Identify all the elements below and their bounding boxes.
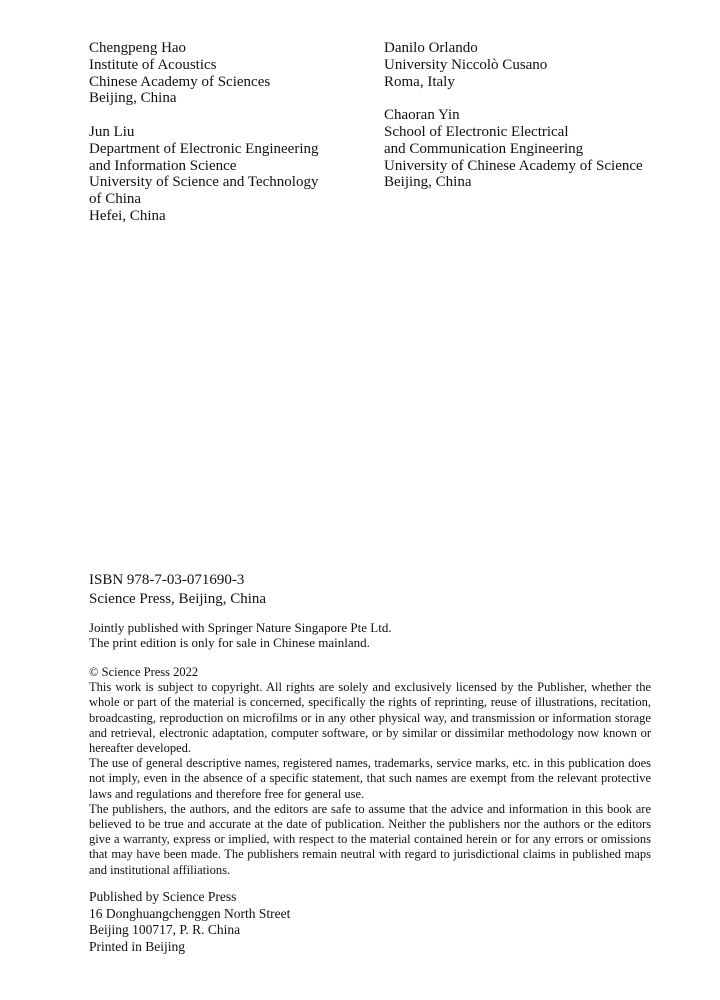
author-affiliation-line: and Information Science <box>89 157 237 174</box>
published-by-line: 16 Donghuangchenggen North Street <box>89 905 291 921</box>
author-affiliation-line: Department of Electronic Engineering <box>89 140 319 157</box>
publisher-line: Science Press, Beijing, China <box>89 591 267 607</box>
copyright-line: © Science Press 2022 <box>89 665 199 679</box>
print-edition-note: The print edition is only for sale in Chinese mainland. <box>89 635 370 650</box>
author-block <box>384 107 684 191</box>
legal-paragraph: This work is subject to copyright. All rights are solely and exclusively licensed by the Publisher, whether the whole or part of the material is concerned, specifically the rights of reprinting, reuse of illustrations, recitation, broadcasting, reproduction on microfilms or in any other physical way, and transmission or information storage and retrieval, electronic adaptation, computer software, or by similar or dissimilar methodology now known or hereafter developed. <box>89 680 651 756</box>
authors-left-column <box>89 40 379 242</box>
joint-publication-block <box>89 620 392 650</box>
author-affiliation-line: University Niccolò Cusano <box>384 56 548 73</box>
authors-right-column <box>384 40 684 208</box>
author-affiliation-line: University of Chinese Academy of Science <box>384 157 643 174</box>
legal-notice <box>89 665 651 878</box>
author-affiliation-line: Institute of Acoustics <box>89 56 217 73</box>
author-affiliation-line: and Communication Engineering <box>384 140 584 157</box>
author-affiliation-line: Chinese Academy of Sciences <box>89 73 271 90</box>
author-affiliation-line: Beijing, China <box>384 174 472 191</box>
author-block <box>384 40 684 90</box>
author-block <box>89 40 379 107</box>
author-block <box>89 124 379 225</box>
legal-paragraph: The use of general descriptive names, registered names, trademarks, service marks, etc. in this publication does not imply, even in the absence of a specific statement, that such names are exempt from the relevant protective laws and regulations and therefore free for general use. <box>89 756 651 801</box>
isbn-block <box>89 571 266 609</box>
published-by-line: Printed in Beijing <box>89 938 185 954</box>
author-affiliation-line: School of Electronic Electrical <box>384 123 569 140</box>
published-by-line: Published by Science Press <box>89 889 237 904</box>
author-affiliation-line: University of Science and Technology <box>89 174 319 191</box>
published-by-line: Beijing 100717, P. R. China <box>89 922 241 937</box>
author-name: Chaoran Yin <box>384 107 460 124</box>
author-affiliation-line: Roma, Italy <box>384 73 455 90</box>
joint-publication: Jointly published with Springer Nature Singapore Pte Ltd. <box>89 620 392 635</box>
author-name: Danilo Orlando <box>384 40 478 56</box>
author-name: Jun Liu <box>89 123 135 140</box>
author-name: Chengpeng Hao <box>89 40 187 56</box>
published-by-block <box>89 889 290 955</box>
author-affiliation-line: of China <box>89 191 142 208</box>
legal-paragraph: The publishers, the authors, and the editors are safe to assume that the advice and information in this book are believed to be true and accurate at the date of publication. Neither the publishers nor the authors or the editors give a warranty, express or implied, with respect to the material contained herein or for any errors or omissions that may have been made. The publishers remain neutral with regard to jurisdictional claims in published maps and institutional affiliations. <box>89 801 651 877</box>
isbn: ISBN 978-7-03-071690-3 <box>89 572 245 588</box>
author-affiliation-line: Beijing, China <box>89 90 177 107</box>
author-affiliation-line: Hefei, China <box>89 207 166 224</box>
